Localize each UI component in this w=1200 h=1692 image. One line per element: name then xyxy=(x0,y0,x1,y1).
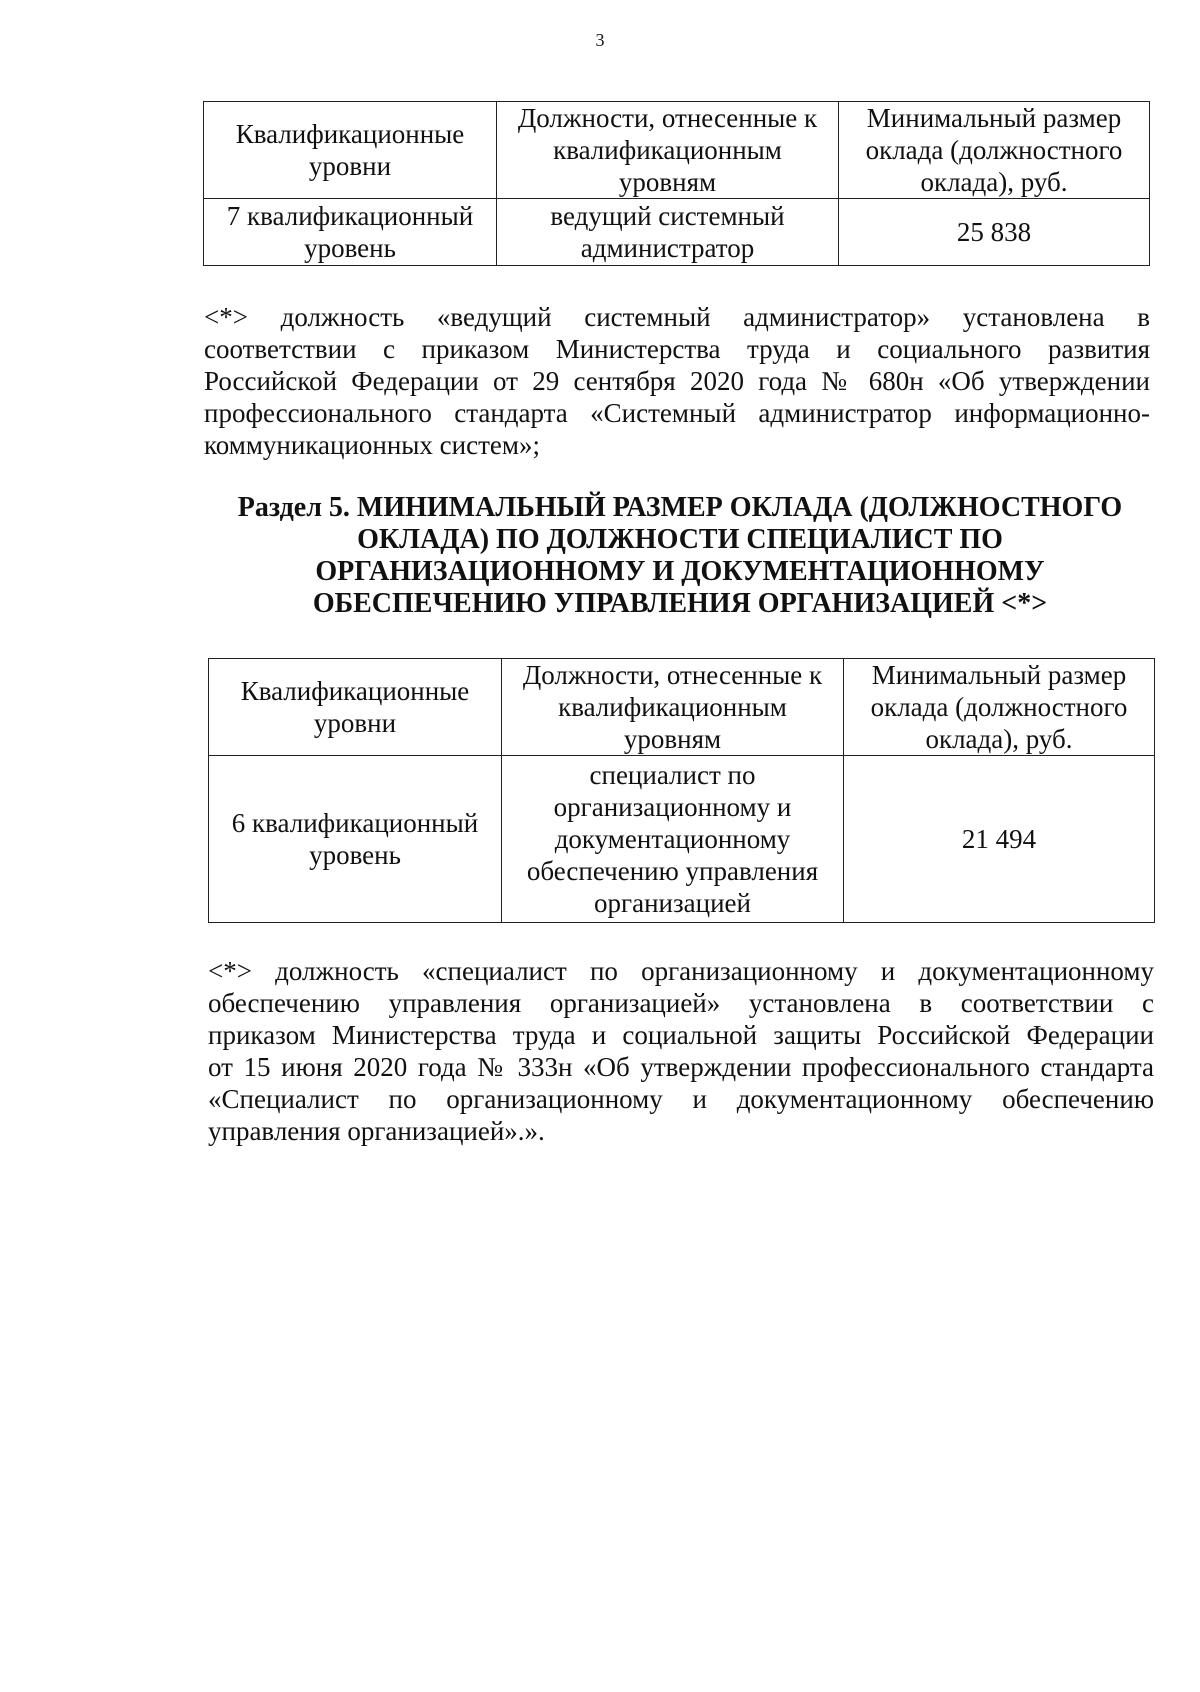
cell-text-line: документационному xyxy=(554,824,791,854)
cell-text-line: обеспечению управления xyxy=(526,856,819,886)
header-qualification-levels xyxy=(204,102,497,199)
header-text-line: Минимальный размер xyxy=(871,660,1127,690)
salary-table-system-admin xyxy=(203,101,1150,266)
header-text-line: уровням xyxy=(623,724,722,754)
cell-text-line: администратор xyxy=(580,233,755,263)
table-header-row xyxy=(204,102,1150,199)
cell-text-line: специалист по xyxy=(589,760,756,790)
header-text-line: Минимальный размер xyxy=(866,103,1122,133)
header-text-line: квалификационным xyxy=(558,692,787,722)
section-5-heading xyxy=(200,492,1160,620)
header-text-line: уровням xyxy=(618,167,717,197)
cell-text-line: уровень xyxy=(304,233,396,263)
paragraph-line: <*> должность «ведущий системный администратор» установлена в xyxy=(204,302,1150,332)
table-header-row xyxy=(209,659,1155,756)
table-row xyxy=(209,756,1155,923)
cell-position xyxy=(502,756,844,923)
paragraph-line: Российской Федерации от 29 сентября 2020 года № 680н «Об утверждении xyxy=(204,366,1150,396)
paragraph-line: управления организацией».». xyxy=(208,1116,545,1146)
footnote-document-specialist xyxy=(208,955,1154,1147)
footnote-system-admin xyxy=(204,301,1150,461)
paragraph-line: соответствии с приказом Министерства труда и социального развития xyxy=(204,334,1150,364)
cell-salary: 21 494 xyxy=(844,756,1155,923)
cell-text-line: 6 квалификационный xyxy=(231,808,479,838)
heading-line: ОРГАНИЗАЦИОННОМУ И ДОКУМЕНТАЦИОННОМУ xyxy=(315,556,1045,587)
paragraph-line: приказом Министерства труда и социальной защиты Российской Федерации xyxy=(208,1020,1154,1050)
cell-text-line: организационному и xyxy=(553,792,792,822)
header-text-line: оклада), руб. xyxy=(920,167,1068,197)
paragraph-line: обеспечению управления организацией» установлена в соответствии с xyxy=(208,988,1154,1018)
page-number: 3 xyxy=(595,30,605,50)
header-text-line: уровни xyxy=(313,708,397,738)
paragraph-line: коммуникационных систем»; xyxy=(204,430,540,460)
header-min-salary xyxy=(839,102,1150,199)
header-text-line: уровни xyxy=(308,151,392,181)
cell-text-line: 7 квалификационный xyxy=(226,201,474,231)
cell-qualification-level xyxy=(204,199,497,266)
header-positions xyxy=(502,659,844,756)
paragraph-line: профессионального стандарта «Системный администратор информационно- xyxy=(204,398,1150,428)
header-text-line: Квалификационные xyxy=(240,676,470,706)
header-text-line: Квалификационные xyxy=(235,119,465,149)
cell-qualification-level xyxy=(209,756,502,923)
header-positions xyxy=(497,102,839,199)
paragraph-line: от 15 июня 2020 года № 333н «Об утверждении профессионального стандарта xyxy=(208,1052,1154,1082)
paragraph-line: «Специалист по организационному и документационному обеспечению xyxy=(208,1084,1154,1114)
heading-line: Раздел 5. МИНИМАЛЬНЫЙ РАЗМЕР ОКЛАДА (ДОЛЖНОСТНОГО xyxy=(237,492,1123,523)
heading-line: ОБЕСПЕЧЕНИЮ УПРАВЛЕНИЯ ОРГАНИЗАЦИЕЙ <*> xyxy=(312,588,1048,619)
table-row xyxy=(204,199,1150,266)
header-qualification-levels xyxy=(209,659,502,756)
cell-text-line: организацией xyxy=(594,888,751,918)
header-text-line: оклада), руб. xyxy=(925,724,1073,754)
salary-table-document-specialist xyxy=(208,658,1155,923)
cell-position xyxy=(497,199,839,266)
heading-line: ОКЛАДА) ПО ДОЛЖНОСТИ СПЕЦИАЛИСТ ПО xyxy=(357,524,1003,555)
paragraph-line: <*> должность «специалист по организационному и документационному xyxy=(208,956,1154,986)
header-min-salary xyxy=(844,659,1155,756)
cell-text-line: ведущий системный xyxy=(550,201,785,231)
header-text-line: оклада (должностного xyxy=(865,135,1123,165)
header-text-line: Должности, отнесенные к xyxy=(522,660,823,690)
cell-salary: 25 838 xyxy=(839,199,1150,266)
header-text-line: Должности, отнесенные к xyxy=(517,103,818,133)
header-text-line: квалификационным xyxy=(553,135,782,165)
header-text-line: оклада (должностного xyxy=(870,692,1128,722)
cell-text-line: уровень xyxy=(309,840,401,870)
